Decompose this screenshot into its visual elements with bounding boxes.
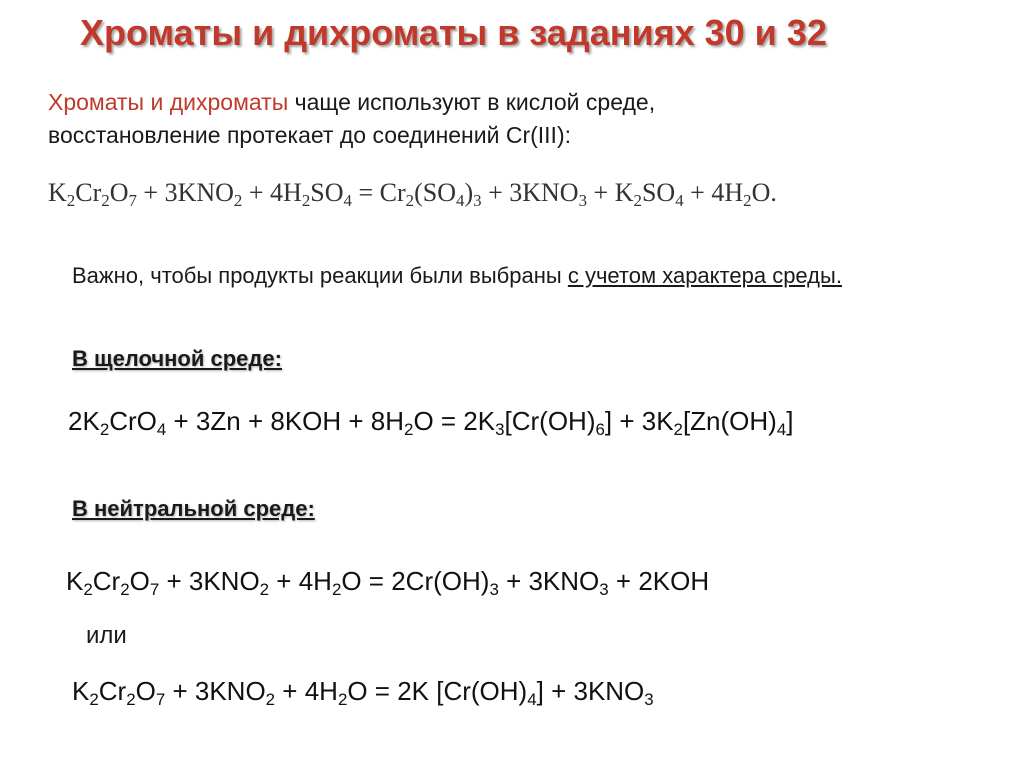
formula-text: ] xyxy=(786,406,794,436)
note-paragraph xyxy=(72,258,1002,294)
formula-subscript: 2 xyxy=(259,580,270,600)
formula-subscript: 2 xyxy=(66,191,76,211)
neutral-section-title: В нейтральной среде: xyxy=(72,496,315,521)
formula-subscript: 2 xyxy=(83,580,93,600)
formula-subscript: 3 xyxy=(599,580,609,600)
formula-subscript: 2 xyxy=(233,191,243,211)
formula-text: K xyxy=(66,566,84,596)
formula-subscript: 2 xyxy=(101,191,110,211)
formula-text: + K xyxy=(587,178,634,207)
formula-text: [Cr(OH) xyxy=(504,406,596,436)
or-text: или xyxy=(86,622,127,649)
formula-subscript: 2 xyxy=(331,580,342,600)
formula-subscript: 2 xyxy=(126,690,136,710)
alkaline-equation xyxy=(68,406,794,440)
formula-subscript: 2 xyxy=(404,420,414,440)
formula-text: = Cr xyxy=(351,178,406,207)
formula-subscript: 2 xyxy=(99,420,110,440)
formula-text: K xyxy=(48,178,67,207)
formula-text: + 3KNO xyxy=(165,676,266,706)
formula-subscript: 3 xyxy=(495,420,505,440)
formula-text: O xyxy=(129,566,150,596)
formula-text: ] + 3KNO xyxy=(536,676,645,706)
formula-subscript: 2 xyxy=(633,191,642,211)
acid-equation xyxy=(48,178,777,211)
note-underlined-text: с учетом характера среды. xyxy=(567,263,842,288)
formula-text: K xyxy=(72,676,90,706)
formula-subscript: 7 xyxy=(128,191,137,211)
neutral-equation-1 xyxy=(66,566,710,600)
formula-subscript: 4 xyxy=(675,191,684,211)
formula-subscript: 2 xyxy=(743,191,752,211)
formula-text: ) xyxy=(464,178,474,207)
formula-text: O xyxy=(135,676,156,706)
alkaline-section-title: В щелочной среде: xyxy=(72,346,282,371)
formula-subscript: 3 xyxy=(489,580,499,600)
formula-text: Cr xyxy=(92,566,121,596)
formula-text: + 4H xyxy=(275,676,338,706)
formula-text: + 3KNO xyxy=(481,178,579,207)
formula-subscript: 2 xyxy=(265,690,276,710)
formula-subscript: 3 xyxy=(578,191,588,211)
intro-paragraph xyxy=(48,86,988,152)
formula-text: 2K xyxy=(68,406,100,436)
formula-text: O = 2K xyxy=(413,406,496,436)
formula-text: [Zn(OH) xyxy=(682,406,777,436)
formula-text: SO xyxy=(310,178,344,207)
formula-subscript: 4 xyxy=(776,420,787,440)
formula-subscript: 2 xyxy=(120,580,130,600)
formula-subscript: 2 xyxy=(337,690,348,710)
formula-subscript: 2 xyxy=(673,420,683,440)
neutral-equation-2 xyxy=(72,676,654,710)
intro-accent-text: Хроматы и дихроматы xyxy=(48,89,289,115)
formula-subscript: 2 xyxy=(405,191,415,211)
formula-text: SO xyxy=(641,178,676,207)
formula-text: + 2KOH xyxy=(608,566,710,596)
formula-subscript: 4 xyxy=(527,690,537,710)
formula-subscript: 4 xyxy=(156,420,167,440)
formula-text: Cr xyxy=(75,178,102,207)
formula-subscript: 7 xyxy=(155,690,166,710)
intro-text-line2: восстановление протекает до соединений Cr(III): xyxy=(48,122,571,148)
formula-subscript: 3 xyxy=(644,690,654,710)
note-text: Важно, чтобы продукты реакции были выбраны xyxy=(72,263,568,288)
formula-text: Cr xyxy=(98,676,127,706)
formula-text: + 3KNO xyxy=(136,178,234,207)
formula-text: O. xyxy=(751,178,777,207)
formula-subscript: 4 xyxy=(343,191,352,211)
intro-text-line1: чаще используют в кислой среде, xyxy=(288,89,656,115)
formula-text: O = 2K [Cr(OH) xyxy=(347,676,528,706)
formula-text: + 3KNO xyxy=(498,566,600,596)
formula-text: + 3KNO xyxy=(159,566,260,596)
formula-subscript: 2 xyxy=(89,690,99,710)
slide-title: Хроматы и дихроматы в заданиях 30 и 32 xyxy=(80,12,827,53)
formula-text: ] + 3K xyxy=(604,406,674,436)
formula-text: O = 2Cr(OH) xyxy=(341,566,490,596)
formula-subscript: 4 xyxy=(456,191,465,211)
formula-subscript: 3 xyxy=(473,191,482,211)
formula-text: + 4H xyxy=(683,178,744,207)
formula-text: CrO xyxy=(109,406,157,436)
formula-subscript: 2 xyxy=(301,191,311,211)
formula-subscript: 6 xyxy=(595,420,605,440)
formula-subscript: 7 xyxy=(149,580,160,600)
formula-text: + 4H xyxy=(269,566,332,596)
formula-text: O xyxy=(109,178,129,207)
formula-text: (SO xyxy=(414,178,457,207)
formula-text: + 3Zn + 8KOH + 8H xyxy=(166,406,405,436)
formula-text: + 4H xyxy=(242,178,302,207)
